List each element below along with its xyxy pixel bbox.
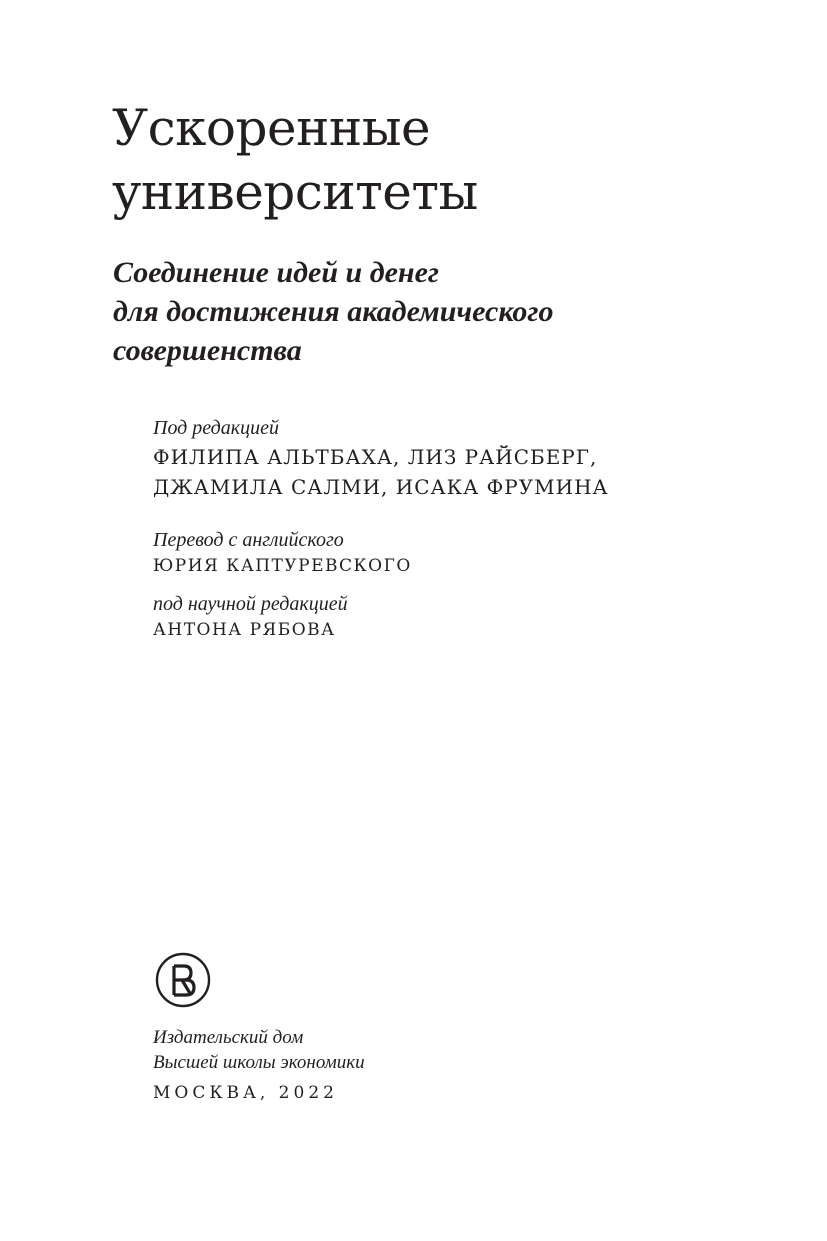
book-subtitle-line-1: Соединение идей и денег — [113, 256, 439, 289]
publisher-line-2: Высшей школы экономики — [153, 1052, 365, 1073]
scientific-editor-role: под научной редакцией — [153, 593, 348, 615]
editors-block — [153, 416, 773, 504]
book-title-line-1: Ускоренные — [112, 99, 431, 157]
scientific-editor-block — [153, 592, 773, 644]
book-subtitle — [113, 253, 733, 370]
book-title — [112, 96, 752, 224]
editors-names-line-1: ФИЛИПА АЛЬТБАХА, ЛИЗ РАЙСБЕРГ, — [153, 445, 598, 469]
book-subtitle-line-3: совершенства — [113, 334, 302, 367]
city-year: МОСКВА, 2022 — [153, 1083, 338, 1103]
hse-publisher-logo-icon — [155, 952, 211, 1008]
translator-block — [153, 528, 773, 580]
editors-names-line-2: ДЖАМИЛА САЛМИ, ИСАКА ФРУМИНА — [153, 475, 609, 499]
book-subtitle-line-2: для достижения академического — [113, 295, 554, 328]
publisher-block — [153, 1025, 553, 1105]
scientific-editor-name: АНТОНА РЯБОВА — [153, 620, 336, 640]
translator-name: ЮРИЯ КАПТУРЕВСКОГО — [153, 556, 412, 576]
translator-role: Перевод с английского — [153, 529, 344, 551]
editors-role: Под редакцией — [153, 417, 280, 439]
book-title-line-2: университеты — [112, 163, 478, 221]
publisher-line-1: Издательский дом — [153, 1027, 304, 1048]
